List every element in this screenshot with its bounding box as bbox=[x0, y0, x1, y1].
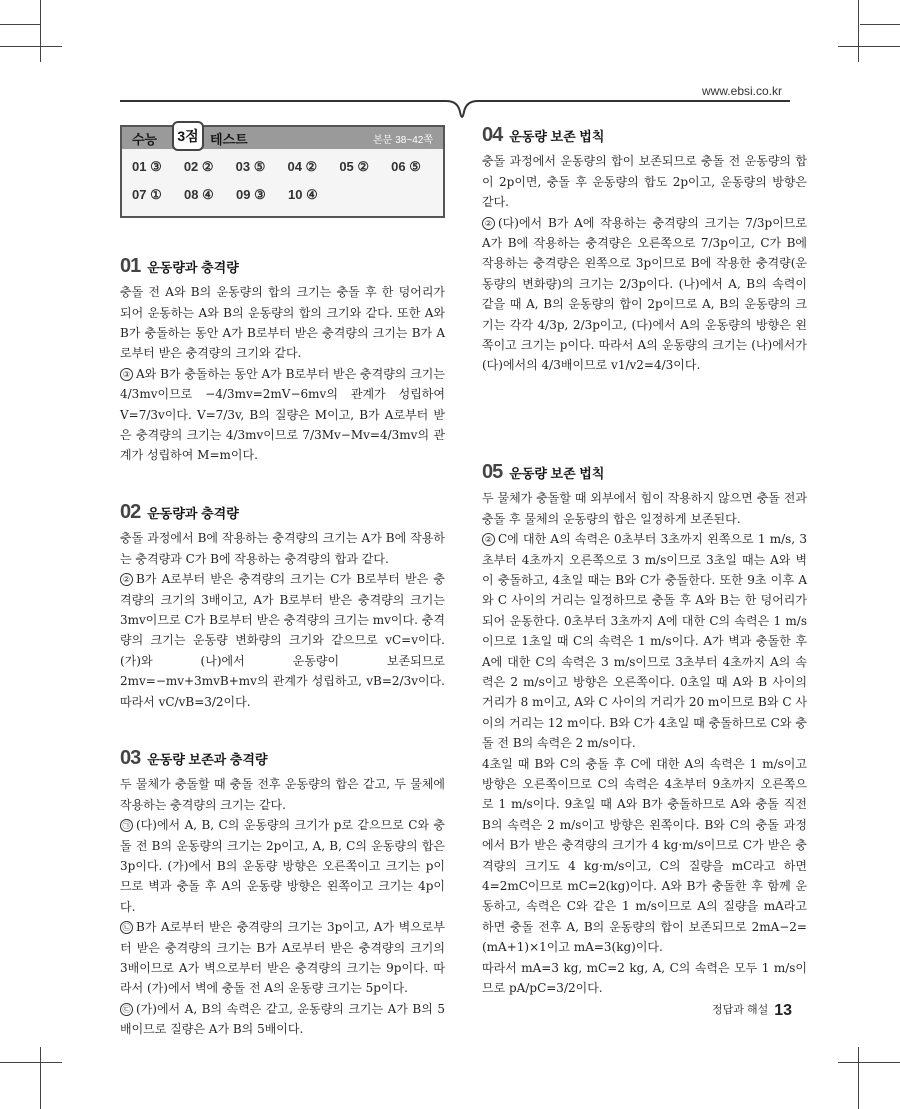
section-02 bbox=[120, 502, 445, 712]
section-text: 두 물체가 충돌할 때 외부에서 힘이 작용하지 않으면 충돌 전과 충돌 후 물체의 운동량의 합은 일정하게 보존된다. bbox=[482, 491, 807, 526]
answer-marker: ③ bbox=[120, 368, 133, 381]
crop-mark bbox=[858, 1047, 859, 1109]
answer-row bbox=[122, 177, 443, 215]
crop-mark bbox=[838, 1062, 900, 1063]
section-text: 4초일 때 B와 C의 충돌 후 C에 대한 A의 속력은 1 m/s이고 방향은 오른쪽이므로 C의 속력은 4초부터 9초까지 오른쪽으로 1 m/s이다. 9초일 때 A와 B가 충돌하므로 A와 충돌 직전 B의 속력은 2 m/s이고 방향은 왼쪽이다. B와 C의 충돌 과정에서 B가 받은 충격량의 크기가 4 kg·m/s이므로 C가 받은 충격량의 크기도 4 kg·m/s이고, C의 질량을 mC라고 하면 4=2mC이므로 mC=2(kg)이다. A와 B가 충돌한 후 함께 운동하고, 속력은 C와 같은 1 m/s이므로 A의 질량을 mA라고 하면 충돌 전후 A, B의 운동량의 합이 보존되므로 2mA−2=(mA+1)×1이고 mA=3(kg)이다. bbox=[482, 756, 807, 955]
answer-box-badge: 3점 bbox=[172, 121, 204, 151]
answer-item: 07 ① bbox=[132, 187, 162, 203]
section-heading bbox=[120, 502, 445, 524]
section-number: 01 bbox=[120, 254, 141, 277]
answer-box-header bbox=[122, 127, 443, 149]
answer-item: 08 ④ bbox=[184, 187, 214, 203]
section-text: ③ A와 B가 충돌하는 동안 A가 B로부터 받은 충격량의 크기는 4/3mv이므로 −4/3mv=2mV−6mv의 관계가 성립하여 V=7/3v이다. V=7/3v, B의 질량은 M이고, B가 A로부터 받은 충격량의 크기는 4/3mv이므로 7/3Mv−Mv=4/3mv의 관계가 성립하여 M=m이다. bbox=[120, 366, 445, 463]
section-text: ② B가 A로부터 받은 충격량의 크기는 C가 B로부터 받은 충격량의 크기의 3배이고, A가 B로부터 받은 충격량의 크기는 3mv이므로 C가 B로부터 받은 충격량의 크기는 mv이다. 충격량의 크기는 운동량 변화량의 크기와 같으므로 vC=v이다. (가)와 (나)에서 운동량이 보존되므로 2mv=−mv+3mvB+mv의 관계가 성립하고, vB=2/3v이다. 따라서 vC/vB=3/2이다. bbox=[120, 572, 445, 709]
footer-label: 정답과 해설 bbox=[712, 1004, 769, 1016]
section-text: ㉡ B가 A로부터 받은 충격량의 크기는 3p이고, A가 벽으로부터 받은 충격량의 크기는 B가 A로부터 받은 충격량의 크기의 3배이므로 A가 벽으로부터 받은 충격량의 크기는 9p이다. 따라서 (가)에서 벽에 충돌 전 A의 운동량 크기는 5p이다. bbox=[120, 920, 445, 996]
answer-marker: ② bbox=[482, 217, 495, 230]
right-column bbox=[482, 125, 807, 998]
crop-mark bbox=[40, 1047, 41, 1109]
section-heading bbox=[120, 748, 445, 770]
answer-item: 02 ② bbox=[183, 159, 214, 174]
section-text: 따라서 mA=3 kg, mC=2 kg, A, C의 속력은 모두 1 m/s이므로 pA/pC=3/2이다. bbox=[482, 960, 807, 996]
answer-marker: ② bbox=[120, 573, 133, 586]
section-heading bbox=[482, 125, 807, 147]
section-text: 충돌 전 A와 B의 운동량의 합의 크기는 충돌 후 한 덩어리가 되어 운동하는 A와 B의 운동량의 합의 크기와 같다. 또한 A와 B가 충돌하는 동안 A가 B로부터 받은 충격량의 크기는 B가 A로부터 받은 충격량의 크기와 같다. bbox=[120, 285, 445, 361]
section-text: ② C에 대한 A의 속력은 0초부터 3초까지 왼쪽으로 1 m/s, 3초부터 4초까지 오른쪽으로 3 m/s이므로 3초일 때는 A와 벽이 충돌하고, 4초일 때는 B와 C가 충돌한다. 또한 9초 이후 A와 C 사이의 거리는 일정하므로 충돌 후 A와 B는 한 덩어리가 되어 운동한다. 0초부터 3초까지 A에 대한 C의 속력은 1 m/s이므로 1초일 때 C의 속력은 1 m/s이다. A가 벽과 충돌한 후 A에 대한 C의 속력은 3 m/s이므로 3초부터 4초까지 A의 속력은 2 m/s이고 방향은 오른쪽이다. 0초일 때 A와 B 사이의 거리가 8 m이고, A와 C 사이의 거리가 20 m이므로 B와 C 사이의 거리는 12 m이다. B와 C가 4초일 때 충돌하므로 C와 충돌 전 B의 속력은 2 m/s이다. bbox=[482, 532, 807, 751]
page-footer bbox=[712, 1001, 792, 1020]
section-01 bbox=[120, 256, 445, 466]
section-number: 03 bbox=[120, 746, 141, 769]
section-text: 충돌 과정에서 B에 작용하는 충격량의 크기는 A가 B에 작용하는 충격량과 C가 B에 작용하는 충격량의 합과 같다. bbox=[120, 531, 445, 566]
section-05 bbox=[482, 462, 807, 999]
section-heading bbox=[482, 462, 807, 484]
statement-marker: ㉢ bbox=[120, 1003, 133, 1016]
answer-item: 04 ② bbox=[287, 159, 318, 174]
site-url: www.ebsi.co.kr bbox=[701, 84, 782, 98]
section-text: ㉢ (가)에서 A, B의 속력은 같고, 운동량의 크기는 A가 B의 5배이므로 질량은 A가 B의 5배이다. bbox=[120, 1001, 445, 1037]
answer-box-title: 테스트 bbox=[210, 132, 248, 147]
answer-item: 01 ③ bbox=[132, 159, 162, 174]
section-03 bbox=[120, 748, 445, 1040]
answer-item: 06 ⑤ bbox=[391, 159, 421, 174]
section-text: ㉠ (다)에서 A, B, C의 운동량의 크기가 p로 같으므로 C와 충돌 전 B의 운동량의 크기는 2p이고, A, B, C의 운동량의 합은 3p이다. (가)에서 B의 운동량 방향은 오른쪽이고 크기는 p이므로 벽과 충돌 후 A의 운동량 방향은 왼쪽이고 크기는 4p이다. bbox=[120, 818, 445, 914]
section-number: 05 bbox=[482, 460, 503, 483]
left-column bbox=[120, 125, 445, 1040]
section-number: 02 bbox=[120, 500, 141, 523]
section-title: 운동량과 충격량 bbox=[147, 259, 239, 275]
page-number: 13 bbox=[774, 1002, 792, 1019]
answer-row bbox=[122, 149, 443, 177]
section-title: 운동량 보존 법칙 bbox=[509, 129, 605, 144]
section-text: 충돌 과정에서 운동량의 합이 보존되므로 충돌 전 운동량의 합이 2p이면, 충돌 후 운동량의 합도 2p이고, 운동량의 방향은 같다. bbox=[482, 154, 807, 210]
answer-item: 05 ② bbox=[339, 159, 370, 174]
section-title: 운동량 보존과 충격량 bbox=[147, 751, 268, 767]
section-04 bbox=[482, 125, 807, 376]
answer-item: 09 ③ bbox=[236, 187, 266, 203]
answer-marker: ② bbox=[482, 533, 495, 546]
answer-box-label: 수능 bbox=[132, 132, 158, 147]
section-text: 두 물체가 충돌할 때 충돌 전후 운동량의 합은 같고, 두 물체에 작용하는 충격량의 크기는 같다. bbox=[120, 777, 445, 812]
section-number: 04 bbox=[482, 124, 503, 146]
section-heading bbox=[120, 256, 445, 278]
statement-marker: ㉠ bbox=[120, 819, 133, 832]
header-rule bbox=[0, 0, 900, 130]
crop-mark bbox=[0, 1062, 62, 1063]
answer-box bbox=[120, 125, 445, 218]
answer-item: 10 ④ bbox=[288, 187, 318, 203]
answer-item: 03 ⑤ bbox=[235, 159, 266, 174]
section-title: 운동량 보존 법칙 bbox=[509, 465, 605, 481]
section-text: ② (다)에서 B가 A에 작용하는 충격량의 크기는 7/3p이므로 A가 B에 작용하는 충격량은 오른쪽으로 7/3p이고, C가 B에 작용하는 충격량은 왼쪽으로 3p이므로 B에 작용한 충격량(운동량의 변화량)의 크기는 2/3p이다. (나)에서 A, B의 속력이 같을 때 A, B의 운동량의 합이 2p이므로 A, B의 운동량의 크기는 각각 4/3p, 2/3p이고, (다)에서 A의 운동량의 방향은 왼쪽이고 크기는 p이다. 따라서 A의 운동량의 크기는 (나)에서가 (다)에서의 4/3배이므로 v1/v2=4/3이다. bbox=[482, 215, 807, 373]
answer-box-reference: 본문 38~42쪽 bbox=[373, 135, 433, 146]
statement-marker: ㉡ bbox=[120, 921, 133, 934]
section-title: 운동량과 충격량 bbox=[147, 505, 239, 521]
